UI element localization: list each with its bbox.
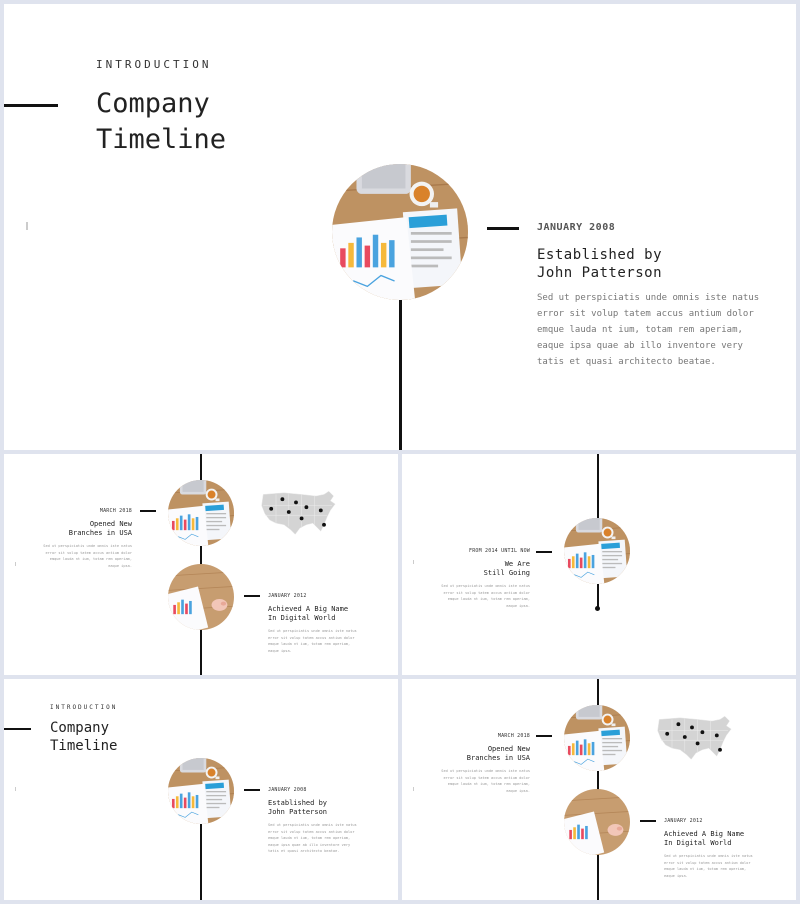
body-line: Sed ut perspiciatis unde omnis iste natus: [441, 584, 530, 588]
side-marker: [15, 787, 16, 791]
event-heading-line-1: We Are: [504, 560, 530, 568]
body-line: Sed ut perspiciatis unde omnis iste natus: [441, 769, 530, 773]
event-body: [664, 853, 753, 879]
hand-photo-icon: [168, 564, 234, 630]
kicker: INTRODUCTION: [50, 704, 118, 711]
event-body: [441, 583, 530, 609]
event-date: MARCH 2018: [497, 733, 530, 739]
desk-photo-icon: [168, 480, 234, 546]
slide-still-going: [402, 454, 796, 675]
event-date: JANUARY 2008: [268, 787, 307, 793]
event-body: [268, 822, 357, 855]
body-line: emque lauda nt ium, totam rem aperiam,: [537, 325, 743, 335]
hand-photo-icon: [564, 789, 630, 855]
timeline-line: [200, 824, 202, 900]
timeline-line: [399, 300, 402, 450]
body-line: error sit volup tatem accus antium dolor: [268, 635, 355, 640]
title-line-2: Timeline: [50, 738, 118, 754]
event-body: [441, 768, 530, 794]
body-line: emque lauda nt ium, totam rem aperiam,: [664, 867, 747, 871]
event-heading-line-2: Branches in USA: [68, 529, 132, 537]
event-heading: [537, 246, 662, 282]
body-line: emque lauda nt ium, totam rem aperiam,: [447, 782, 530, 786]
body-line: error sit volup tatem accus antium dolor: [268, 829, 355, 834]
body-line: emque lauda nt ium, totam rem aperiam,: [268, 836, 351, 840]
body-line: error sit volup tatem accus antium dolor: [443, 590, 530, 595]
body-line: tatis et quasi architecto beatae.: [537, 357, 716, 367]
event-body: [43, 543, 132, 569]
body-line: error sit volup tatem accus antium dolor: [537, 309, 754, 319]
kicker: INTRODUCTION: [96, 58, 212, 71]
event-connector: [244, 789, 260, 791]
side-marker: [413, 560, 414, 564]
body-line: error sit volup tatem accus antium dolor: [443, 775, 530, 780]
event-connector: [487, 227, 519, 230]
event-heading-line-2: Branches in USA: [466, 754, 530, 762]
event-heading: [268, 605, 348, 623]
event-date: JANUARY 2012: [268, 593, 307, 599]
event-heading-line-2: In Digital World: [268, 614, 336, 622]
event-body: [268, 628, 357, 654]
event-date: JANUARY 2012: [664, 818, 703, 824]
body-line: Sed ut perspiciatis unde omnis iste natus: [664, 854, 753, 858]
event-heading-line-1: Opened New: [89, 520, 132, 528]
title-accent-line: [4, 104, 58, 107]
event-heading: [467, 745, 530, 763]
event-heading-line-1: Opened New: [487, 745, 530, 753]
body-line: emque lauda nt ium, totam rem aperiam,: [49, 557, 132, 561]
event-connector: [140, 510, 156, 512]
event-heading-line-2: John Patterson: [268, 808, 328, 816]
desk-photo-icon: [332, 164, 468, 300]
event-connector: [640, 820, 656, 822]
body-line: error sit volup tatem accus antium dolor: [45, 550, 132, 555]
event-heading: [664, 830, 744, 848]
event-body: [537, 290, 759, 370]
event-heading-line-2: In Digital World: [664, 839, 732, 847]
body-line: eaque ipsa.: [664, 873, 688, 878]
desk-photo-icon: [564, 518, 630, 584]
body-line: eaque ipsa quae ab illo inventore very: [268, 842, 351, 847]
event-connector: [536, 551, 552, 553]
body-line: eaque ipsa.: [506, 603, 530, 608]
body-line: emque lauda nt ium, totam rem aperiam,: [268, 642, 351, 646]
event-heading: [484, 560, 530, 578]
event-heading-line-1: Achieved A Big Name: [268, 605, 349, 613]
event-connector: [244, 595, 260, 597]
page-title: [96, 86, 226, 158]
event-date: MARCH 2018: [99, 508, 132, 514]
body-line: Sed ut perspiciatis unde omnis iste natus: [43, 544, 132, 548]
title-accent-line: [4, 728, 31, 730]
event-heading-line-1: Established by: [268, 799, 328, 807]
slide-main: [4, 4, 796, 450]
body-line: eaque ipsa.: [506, 788, 530, 793]
event-heading-line-2: John Patterson: [537, 265, 663, 281]
body-line: eaque ipsa.: [268, 648, 292, 653]
event-date: JANUARY 2008: [537, 222, 616, 233]
timeline-end-dot: [595, 606, 600, 611]
body-line: eaque ipsa.: [108, 563, 132, 568]
event-heading: [69, 520, 132, 538]
desk-photo-icon: [564, 705, 630, 771]
event-heading-line-2: Still Going: [483, 569, 530, 577]
title-line-2: Timeline: [96, 124, 227, 155]
side-marker: [26, 222, 28, 230]
slide-branches: [4, 454, 398, 675]
slide-branches-2: [402, 679, 796, 900]
event-heading: [268, 799, 327, 817]
event-heading-line-1: Established by: [537, 247, 663, 263]
desk-photo-icon: [168, 758, 234, 824]
body-line: Sed ut perspiciatis unde omnis iste natus: [268, 823, 357, 827]
side-marker: [413, 787, 414, 791]
page-title: [50, 719, 117, 755]
body-line: tatis et quasi architecto beatae.: [268, 849, 340, 853]
title-line-1: Company: [96, 88, 210, 119]
event-date: FROM 2014 UNTIL NOW: [469, 548, 530, 554]
usa-map-icon: [656, 713, 736, 761]
body-line: Sed ut perspiciatis unde omnis iste natus: [268, 629, 357, 633]
body-line: eaque ipsa quae ab illo inventore very: [537, 341, 743, 351]
event-heading-line-1: Achieved A Big Name: [664, 830, 745, 838]
side-marker: [15, 562, 16, 566]
slide-intro-small: [4, 679, 398, 900]
title-line-1: Company: [50, 720, 110, 736]
body-line: Sed ut perspiciatis unde omnis iste natus: [537, 293, 760, 303]
usa-map-icon: [260, 488, 340, 536]
body-line: error sit volup tatem accus antium dolor: [664, 860, 751, 865]
body-line: emque lauda nt ium, totam rem aperiam,: [447, 597, 530, 601]
event-connector: [536, 735, 552, 737]
